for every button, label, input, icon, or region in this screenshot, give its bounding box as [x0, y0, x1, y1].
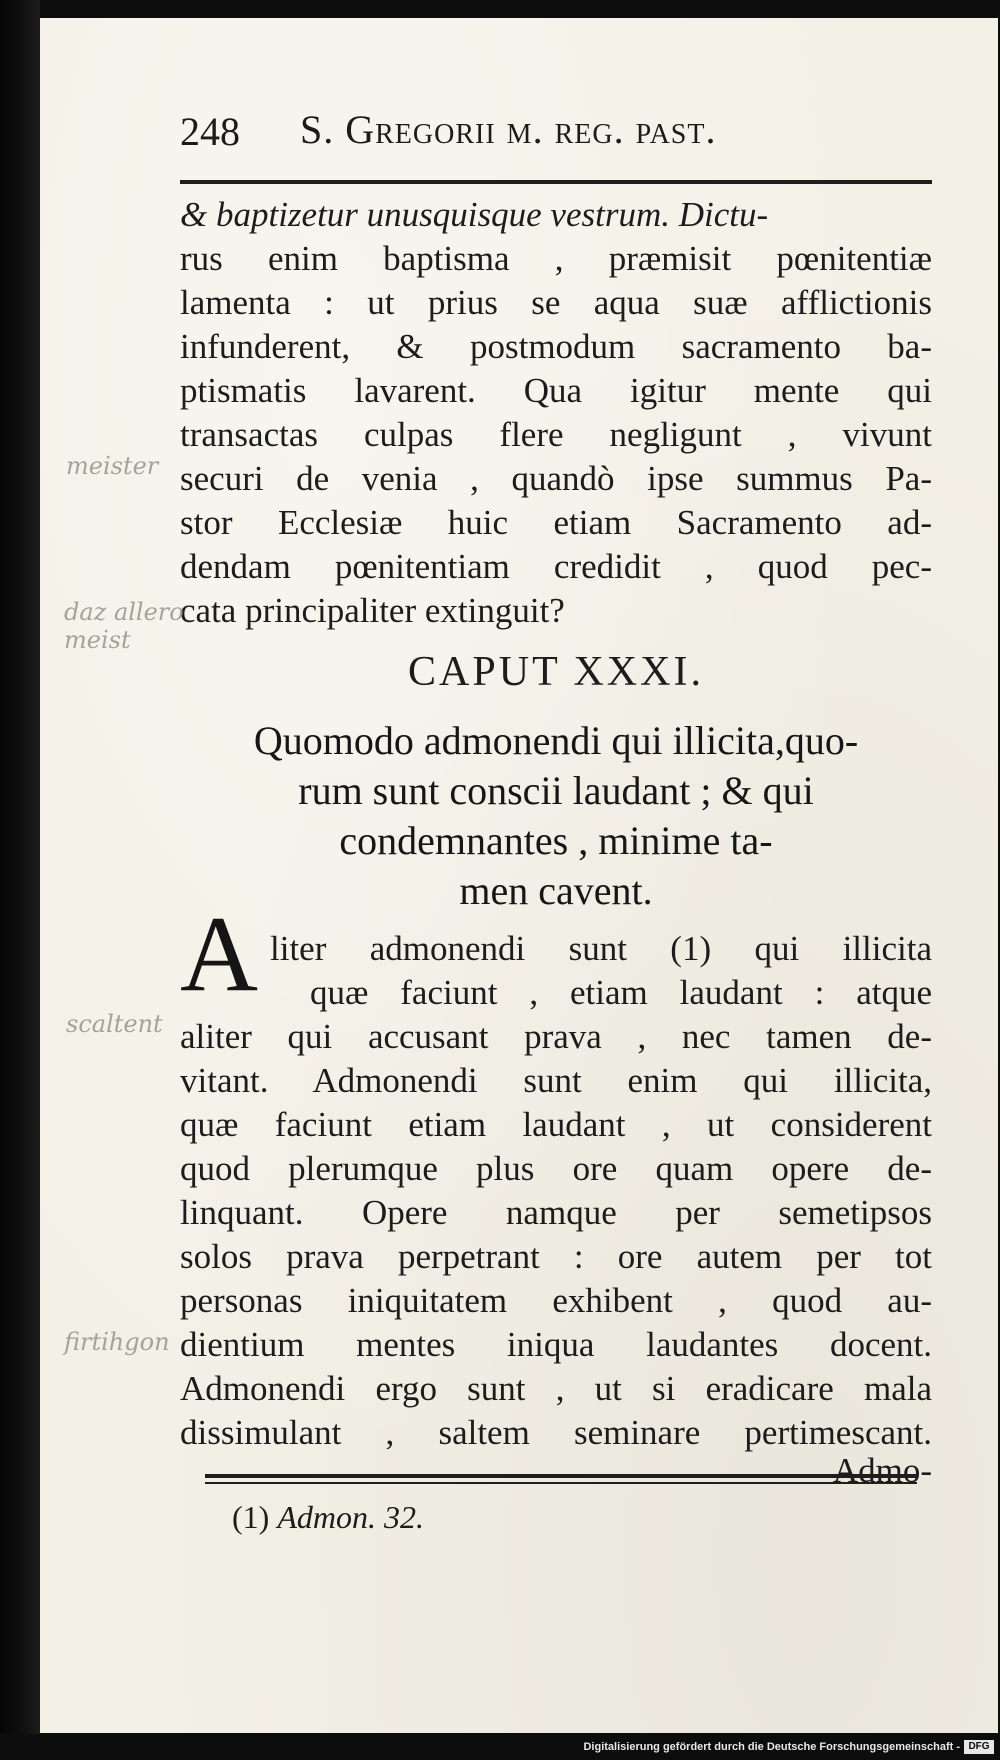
- body-line: securi de venia , quandò ipse summus Pa-: [180, 459, 932, 498]
- chapter-body-line: linquant. Opere namque per semetipsos: [180, 1193, 932, 1232]
- catchword: Admo-: [832, 1451, 932, 1490]
- body-line: infunderent, & postmodum sacramento ba-: [180, 327, 932, 366]
- chapter-body-line: liter admonendi sunt (1) qui illicita: [270, 929, 932, 968]
- dfg-logo: DFG: [964, 1740, 994, 1754]
- marginal-note: firtihgon: [64, 1328, 170, 1356]
- body-line: dendam pœnitentiam credidit , quod pec-: [180, 547, 932, 586]
- chapter-body-line: dissimulant , saltem seminare pertimescant.: [180, 1413, 932, 1452]
- digitization-credit: Digitalisierung gefördert durch die Deutsche Forschungsgemeinschaft -: [583, 1741, 960, 1753]
- chapter-body-line: vitant. Admonendi sunt enim qui illicita,: [180, 1061, 932, 1100]
- chapter-title-line: condemnantes , minime ta-: [339, 818, 773, 863]
- body-line: rus enim baptisma , præmisit pœnitentiæ: [180, 239, 932, 278]
- chapter-body-line: quæ faciunt etiam laudant , ut considerent: [180, 1105, 932, 1144]
- footnote-rule-lower: [205, 1482, 917, 1484]
- chapter-body-line: personas iniquitatem exhibent , quod au-: [180, 1281, 932, 1320]
- drop-cap: A: [180, 895, 258, 1014]
- marginal-note: meister: [66, 452, 159, 480]
- running-head-text: S. Gregorii m. reg. past.: [300, 107, 717, 152]
- chapter-title-line: rum sunt conscii laudant ; & qui: [298, 768, 814, 813]
- header-rule: [180, 180, 932, 184]
- chapter-title-line: Quomodo admonendi qui illicita,quo-: [253, 718, 859, 763]
- chapter-title-line: men cavent.: [459, 868, 653, 913]
- scan-border: [0, 0, 40, 1760]
- running-head: [300, 106, 716, 153]
- chapter-body-line: Admonendi ergo sunt , ut si eradicare mala: [180, 1369, 932, 1408]
- body-line: transactas culpas flere negligunt , vivunt: [180, 415, 932, 454]
- footnote-reference: Admon. 32.: [277, 1499, 424, 1535]
- page-number: 248: [180, 109, 240, 154]
- body-line: cata principaliter extinguit?: [180, 591, 565, 630]
- chapter-heading: CAPUT XXXI.: [408, 649, 704, 695]
- chapter-body-line: quod plerumque plus ore quam opere de-: [180, 1149, 932, 1188]
- body-line: stor Ecclesiæ huic etiam Sacramento ad-: [180, 503, 932, 542]
- body-line: lamenta : ut prius se aqua suæ afflictionis: [180, 283, 932, 322]
- chapter-body-line: dientium mentes iniqua laudantes docent.: [180, 1325, 932, 1364]
- chapter-body-line: aliter qui accusant prava , nec tamen de-: [180, 1017, 932, 1056]
- body-line: & baptizetur unusquisque vestrum. Dictu-: [180, 195, 769, 234]
- marginal-note: scaltent: [66, 1010, 163, 1038]
- footnote-marker: (1): [232, 1499, 270, 1535]
- footnote: [232, 1499, 424, 1536]
- chapter-body-line: quæ faciunt , etiam laudant : atque: [310, 973, 932, 1012]
- footnote-rule: [205, 1474, 917, 1478]
- body-line: ptismatis lavarent. Qua igitur mente qui: [180, 371, 932, 410]
- marginal-note: daz allero meist: [64, 598, 184, 654]
- chapter-body-line: solos prava perpetrant : ore autem per tot: [180, 1237, 932, 1276]
